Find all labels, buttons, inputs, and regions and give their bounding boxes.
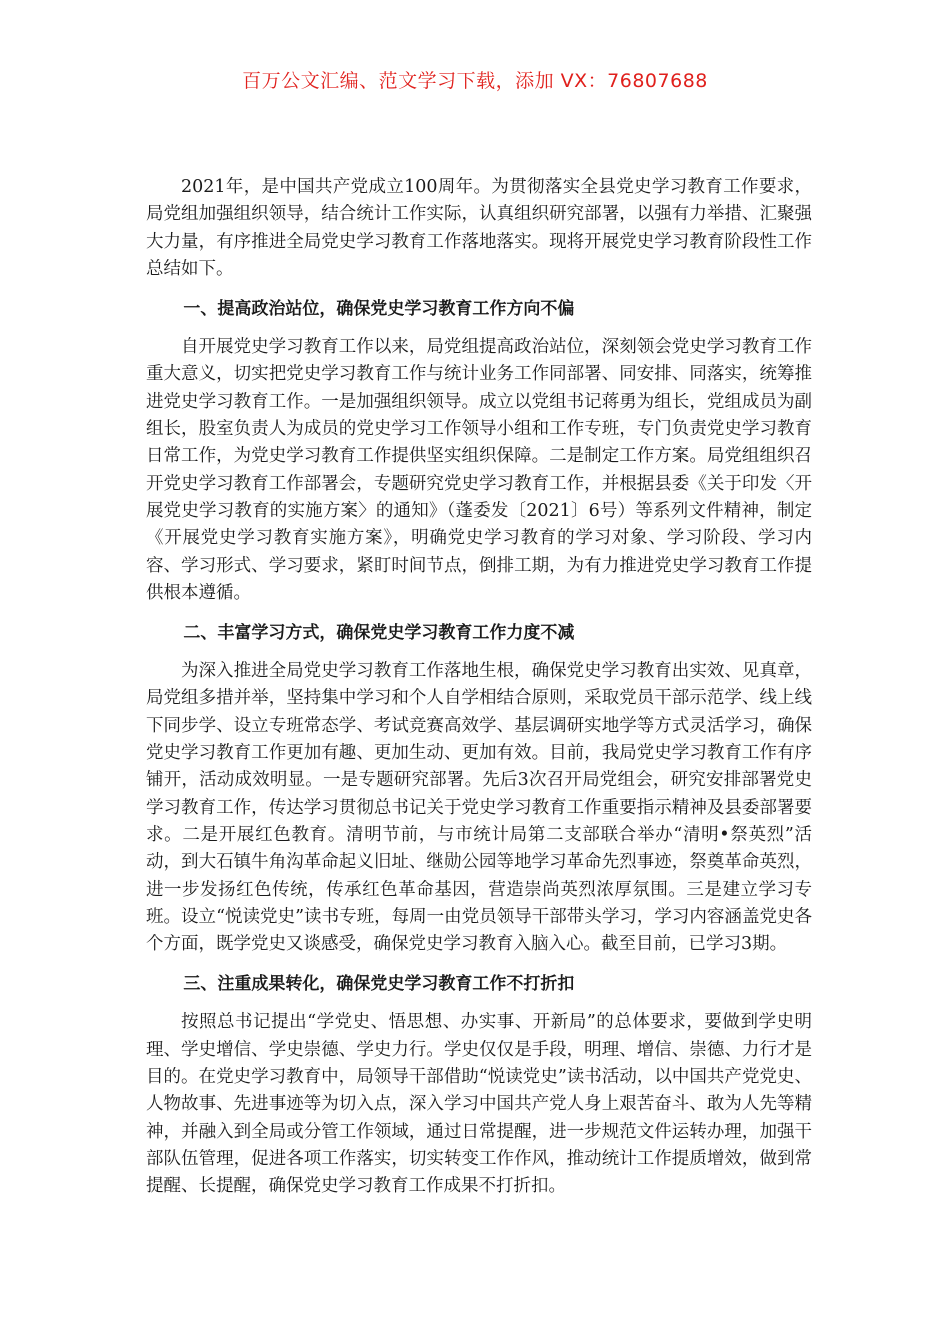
section-1-paragraph: 自开展党史学习教育工作以来，局党组提高政治站位，深刻领会党史学习教育工作重大意义，切实把党史学习教育工作与统计业务工作同部署、同安排、同落实，统筹推进党史学习教育工作。一是加强组织领导。成立以党组书记蒋勇为组长，党组成员为副组长，股室负责人为成员的党史学习工作领导小组和工作专班，专门负责党史学习教育日常工作，为党史学习教育工作提供坚实组织保障。二是制定工作方案。局党组组织召开党史学习教育工作部署会，专题研究党史学习教育工作，并根据县委《关于印发〈开展党史学习教育的实施方案〉的通知》（蓬委发〔2021〕6号）等系列文件精神，制定《开展党史学习教育实施方案》，明确党史学习教育的学习对象、学习阶段、学习内容、学习形式、学习要求，紧盯时间节点，倒排工期，为有力推进党史学习教育工作提供根本遵循。 — [146, 337, 812, 603]
section-1-heading: 一、提高政治站位，确保党史学习教育工作方向不偏 — [183, 299, 575, 320]
section-2-heading: 二、丰富学习方式，确保党史学习教育工作力度不减 — [183, 623, 575, 644]
document-body — [146, 174, 812, 1201]
intro-paragraph: 2021年，是中国共产党成立100周年。为贯彻落实全县党史学习教育工作要求，局党组加强组织领导，结合统计工作实际，认真组织研究部署，以强有力举措、汇聚强大力量，有序推进全局党史学习教育工作落地落实。现将开展党史学习教育阶段性工作总结如下。 — [146, 177, 812, 279]
section-3-paragraph: 按照总书记提出“学党史、悟思想、办实事、开新局”的总体要求，要做到学史明理、学史增信、学史崇德、学史力行。学史仅仅是手段，明理、增信、崇德、力行才是目的。在党史学习教育中，局领导干部借助“悦读党史”读书活动，以中国共产党党史、人物故事、先进事迹等为切入点，深入学习中国共产党人身上艰苦奋斗、敢为人先等精神，并融入到全局或分管工作领域，通过日常提醒，进一步规范文件运转办理，加强干部队伍管理，促进各项工作落实，切实转变工作作风，推动统计工作提质增效，做到常提醒、长提醒，确保党史学习教育工作成果不打折扣。 — [146, 1012, 812, 1197]
header-banner: 百万公文汇编、范文学习下载，添加 VX：76807688 — [242, 70, 708, 92]
section-3-heading: 三、注重成果转化，确保党史学习教育工作不打折扣 — [183, 974, 575, 995]
section-2-paragraph: 为深入推进全局党史学习教育工作落地生根，确保党史学习教育出实效、见真章，局党组多措并举，坚持集中学习和个人自学相结合原则，采取党员干部示范学、线上线下同步学、设立专班常态学、考试竞赛高效学、基层调研实地学等方式灵活学习，确保党史学习教育工作更加有趣、更加生动、更加有效。目前，我局党史学习教育工作有序铺开，活动成效明显。一是专题研究部署。先后3次召开局党组会，研究安排部署党史学习教育工作，传达学习贯彻总书记关于党史学习教育工作重要指示精神及县委部署要求。二是开展红色教育。清明节前，与市统计局第二支部联合举办“清明•祭英烈”活动，到大石镇牛角沟革命起义旧址、继勋公园等地学习革命先烈事迹，祭奠革命英烈，进一步发扬红色传统，传承红色革命基因，营造崇尚英烈浓厚氛围。三是建立学习专班。设立“悦读党史”读书专班，每周一由党员领导干部带头学习，学习内容涵盖党史各个方面，既学党史又谈感受，确保党史学习教育入脑入心。截至目前，已学习3期。 — [146, 661, 812, 955]
